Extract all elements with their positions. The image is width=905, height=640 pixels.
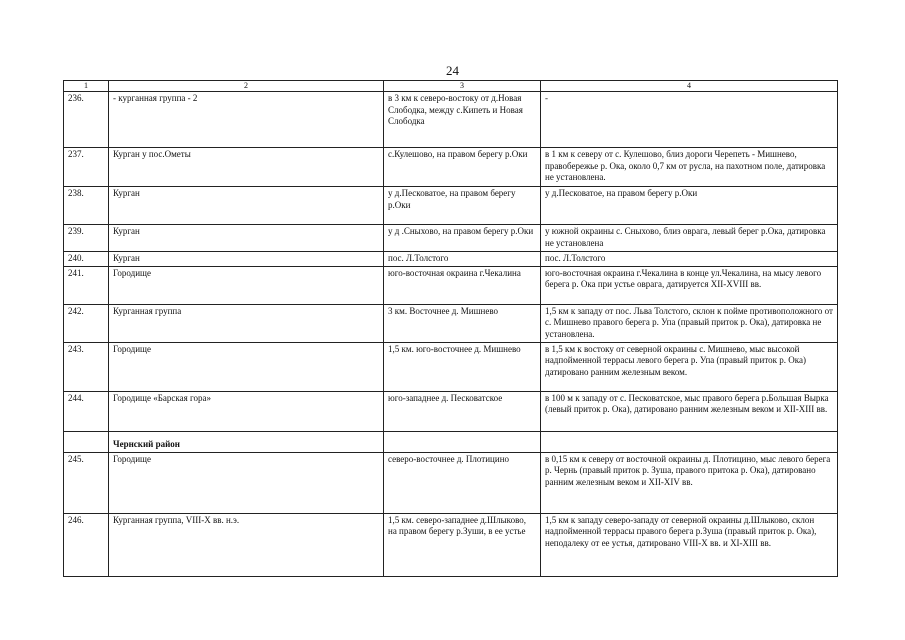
- row-number: 243.: [64, 342, 109, 391]
- row-number: 246.: [64, 513, 109, 576]
- table-row: [64, 92, 838, 148]
- monument-description: пос. Л.Толстого: [541, 252, 838, 267]
- row-number: 240.: [64, 252, 109, 267]
- table-row: [64, 304, 838, 342]
- table-row: [64, 252, 838, 267]
- row-number: 239.: [64, 225, 109, 252]
- monument-description: 1,5 км к западу от пос. Льва Толстого, склон к пойме противоположного от с. Мишнево правого берега р. Упа (правый приток р. Ока), датировка не установлена.: [541, 304, 838, 342]
- monument-name: Курганная группа: [109, 304, 384, 342]
- table-row: [64, 148, 838, 187]
- monument-description: в 1,5 км к востоку от северной окраины с. Мишнево, мыс высокой надпойменной террасы левого берега р. Упа (правый приток р. Ока) датировано ранним железным веком.: [541, 342, 838, 391]
- monuments-table: [63, 80, 838, 577]
- row-number: 245.: [64, 452, 109, 513]
- monument-location: пос. Л.Толстого: [384, 252, 541, 267]
- monument-name: Курган: [109, 252, 384, 267]
- monument-name: Городище «Барская гора»: [109, 391, 384, 431]
- row-number: 244.: [64, 391, 109, 431]
- column-header: 1: [64, 81, 109, 92]
- row-number: 241.: [64, 266, 109, 304]
- monument-location: северо-восточнее д. Плотицино: [384, 452, 541, 513]
- monument-name: Курган: [109, 225, 384, 252]
- monument-description: у южной окраины с. Сныхово, близ оврага, левый берег р.Ока, датировка не установлена: [541, 225, 838, 252]
- monument-description: -: [541, 92, 838, 148]
- monument-location: 1,5 км. северо-западнее д.Шлыково, на правом берегу р.Зуши, в ее устье: [384, 513, 541, 576]
- monument-description: в 0,15 км к северу от восточной окраины д. Плотицино, мыс левого берега р. Чернь (правый приток р. Зуша, правого притока р. Ока), датировано ранним железным веком и XII-XIV вв.: [541, 452, 838, 513]
- table-row: [64, 452, 838, 513]
- monument-description: в 1 км к северу от с. Кулешово, близ дороги Черепеть - Мишнево, правобережье р. Ока, около 0,7 км от русла, на пахотном поле, датировка не установлена.: [541, 148, 838, 187]
- monument-name: Городище: [109, 452, 384, 513]
- monument-name: Городище: [109, 342, 384, 391]
- section-row: [64, 431, 838, 452]
- monument-name: Курган у пос.Ометы: [109, 148, 384, 187]
- monument-description: у д.Песковатое, на правом берегу р.Оки: [541, 187, 838, 225]
- monument-name: Курган: [109, 187, 384, 225]
- monument-name: Курганная группа, VIII-X вв. н.э.: [109, 513, 384, 576]
- row-number: 242.: [64, 304, 109, 342]
- monument-location: у д.Песковатое, на правом берегу р.Оки: [384, 187, 541, 225]
- column-header: 2: [109, 81, 384, 92]
- monument-location: у д .Сныхово, на правом берегу р.Оки: [384, 225, 541, 252]
- section-title: Чернский район: [109, 431, 384, 452]
- monument-description: юго-восточная окраина г.Чекалина в конце ул.Чекалина, на мысу левого берега р. Ока при устье оврага, датируется XII-XVIII вв.: [541, 266, 838, 304]
- row-number: 237.: [64, 148, 109, 187]
- table-row: [64, 266, 838, 304]
- row-number: 236.: [64, 92, 109, 148]
- section-empty-cell: [384, 431, 541, 452]
- table-row: [64, 513, 838, 576]
- monument-name: - курганная группа - 2: [109, 92, 384, 148]
- monument-location: юго-западнее д. Песковатское: [384, 391, 541, 431]
- monument-name: Городище: [109, 266, 384, 304]
- monument-location: 1,5 км. юго-восточнее д. Мишнево: [384, 342, 541, 391]
- table-row: [64, 225, 838, 252]
- monument-description: в 100 м к западу от с. Песковатское, мыс правого берега р.Большая Вырка (левый приток р. Ока), датировано ранним железным веком и XII-XIII вв.: [541, 391, 838, 431]
- monument-description: 1,5 км к западу северо-западу от северной окраины д.Шлыково, склон надпойменной террасы правого берега р.Зуша (правый приток р. Ока), неподалеку от ее устья, датировано VIII-X вв. и XI-XIII вв.: [541, 513, 838, 576]
- column-header: 4: [541, 81, 838, 92]
- table-row: [64, 391, 838, 431]
- column-header: 3: [384, 81, 541, 92]
- monument-location: 3 км. Восточнее д. Мишнево: [384, 304, 541, 342]
- row-number: 238.: [64, 187, 109, 225]
- page-number: 24: [446, 63, 459, 78]
- section-empty-cell: [541, 431, 838, 452]
- table-row: [64, 187, 838, 225]
- section-number-cell: [64, 431, 109, 452]
- monument-location: юго-восточная окраина г.Чекалина: [384, 266, 541, 304]
- table-header-row: [64, 81, 838, 92]
- monument-location: в 3 км к северо-востоку от д.Новая Слободка, между с.Кипеть и Новая Слободка: [384, 92, 541, 148]
- table-row: [64, 342, 838, 391]
- monument-location: с.Кулешово, на правом берегу р.Оки: [384, 148, 541, 187]
